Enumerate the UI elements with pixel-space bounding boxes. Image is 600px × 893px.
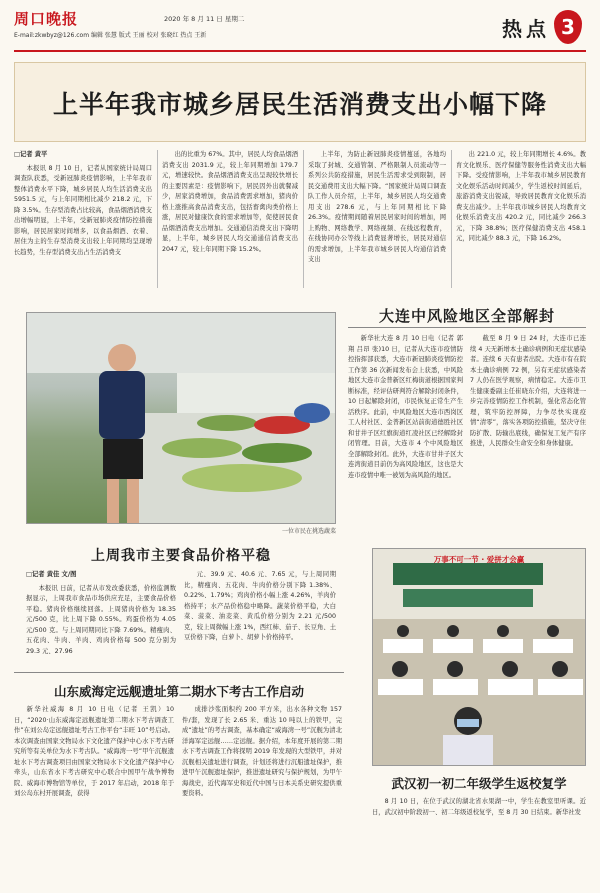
wuhan-headline: 武汉初一初二年级学生返校复学	[391, 776, 567, 791]
issue-date: 2020 年 8 月 11 日 星期二	[164, 15, 245, 23]
lead-text-3: 上半年，为防止新冠肺炎疫情蔓延，各地均采取了封城、交通管制、严格限制人员流动等一系列公共防疫措施，居民生活需求受到限制，居民交通费用支出大幅下降。“国家统计局周口调查队工作人员介绍，上半年，城乡居民人均交通费用支出 278.6 元，与上年同期相比下降 26.3%。疫情期间随着居民居家时间的增加，网上购物、网络教学、网络视频、在线远程教育，在线协同办公等线上消费显著增长，居民对通信的需求增加，上半年我市城乡居民人均通信消费支出	[308, 151, 446, 263]
shandong-col-1	[14, 705, 174, 883]
prices-col-1	[26, 570, 176, 662]
divider	[303, 150, 304, 288]
divider	[157, 150, 158, 288]
lead-text-4: 出 221.0 元，较上年同期增长 4.6%。教育文化娱乐、医疗保健等服务性消费支出大幅下降。受疫情影响，上半年我市城乡居民教育文化娱乐活动时间减少，学生返校时间延后，旅游消费支出锐减，导致居民教育文化娱乐消费支出减少。上半年我市城乡居民人均教育文化娱乐消费支出 420.2 元，同比减少 266.3 元，下降 38.8%；医疗保健消费支出 458.1 元，同比减少 88.3 元，下降 16.2%。	[456, 151, 586, 242]
classroom-photo	[372, 548, 586, 766]
divider	[348, 327, 586, 328]
lead-headline: 上半年我市城乡居民生活消费支出小幅下降	[52, 90, 547, 119]
lead-col-2	[162, 150, 298, 290]
lead-col-1	[14, 150, 152, 290]
shandong-col-2	[182, 705, 342, 883]
lead-byline: □记者 黄平	[14, 151, 48, 158]
dalian-text-2: 截至 8 月 9 日 24 时，大连市已连续 4 天无新增本土确诊病例和无症状感染者。连续 6 天有患者出院。大连市有在院本土确诊病例 72 例，另有无症状感染者 7 人仍在医学观察，病情稳定。大连市卫生健康委副主任崔晓东介绍，大连将进一步完善疫情防控工作机制，强化常态化管理，筑牢防控屏障，力争尽快实现疫情“清零”，落实各项防控措施，坚决守住防扩散、防输出底线，确保复工复产有序推进，人民群众生命安全和身体健康。	[470, 335, 586, 447]
market-scene	[27, 313, 336, 524]
divider	[451, 150, 452, 288]
dalian-col-2	[470, 334, 586, 536]
lead-text-1: 本报讯 8 月 10 日，记者从国家统计局周口调查队获悉，受新冠肺炎疫情影响，上半年我市整体消费水平下降，城乡居民人均生活消费支出 5951.5 元，与上年同期相比减少 218.2 元，下降 3.5%。生存型消费占比较高，食品烟酒消费支出增幅明显，上半年，受新冠肺炎疫情防控措施影响，居民居家时间增多，以食品烟酒、衣着、居住为主的生存型消费支出较上年同期均呈现增长趋势，生存型消费支出占生活消费支	[14, 164, 152, 256]
lead-text-2: 出的比重为 67%。其中，居民人均食品烟酒消费支出 2031.9 元，较上年同期增加 179.7 元，增速较快。食品烟酒消费支出呈现较快增长的主要因素是：疫情影响下，居民因外出就餐减少，居家消费增加，食品消费需求增加，猪肉价格上涨推高食品消费支出，包括畜禽肉类价格上涨，居民对健康饮食的需求增加等，促使居民食品烟酒消费支出增加。交通通信消费支出下降明显，上半年，城乡居民人均交通通信消费支出 2047 元，较上年同期下降 15.2%。	[162, 151, 298, 253]
vegetable-market-photo	[26, 312, 336, 524]
prices-headline: 上周我市主要食品价格平稳	[91, 548, 271, 564]
divider	[14, 672, 344, 673]
page-number: 3	[554, 10, 582, 44]
wuhan-text: 8 月 10 日，在位于武汉的湖北省水果湖一中，学生在教室里听课。近日，武汉初中阶段初一、初二年级返校复学，至 8 月 30 日结束。新华社发	[372, 798, 586, 816]
lead-headline-banner	[14, 62, 586, 142]
dalian-col-1	[348, 334, 463, 536]
shandong-text-1: 新华社威海 8 月 10 日电（记者 王凯）10 日，“2020·山东威海定远舰遗址第二期水下考古调查工作”在刘公岛定远舰遗址考古工作平台“丰旺 10”号启动。本次调查由国家文物局水下文化遗产保护中心水下考古研究所等有关单位为水下考古队。“威海湾一号”甲午沉舰遗址水下考古调查项目由国家文物局水下文化遗产保护中心牵头，山东省水下考古研究中心联合中国甲午战争博物院、威海市博物馆等单位，于 2017 年启动，2018 年于刘公岛东村开展调查，获得	[14, 706, 174, 797]
prices-byline: □记者 黄佳 文/图	[26, 571, 77, 578]
classroom-banner: 万事不可一节 · 爱拼才会赢	[433, 555, 525, 564]
editor-line: E-mail:zkwbyz@126.com 编辑 张慧 版式 王丽 校对 张晓红 热点 王新	[14, 32, 207, 39]
dalian-headline: 大连中风险地区全部解封	[378, 307, 555, 325]
section-title: 热点	[502, 17, 550, 41]
lead-col-3	[308, 150, 446, 290]
classroom-scene	[373, 549, 586, 766]
photo-caption: 一位市民在挑选蔬菜	[281, 528, 336, 535]
shandong-headline: 山东威海定远舰遗址第二期水下考古工作启动	[53, 684, 304, 699]
prices-text-1: 本报讯 日前，记者从市发改委获悉，价格监测数据显示，上周我市食品市场供应充足，主要食品价格平稳。猪肉价格继续回落。上周猪肉价格为 18.35 元/500 克，比上周下降 0.55%。鸡蛋价格为 4.05 元/500 克。与上周同期同比下降 7.69%。精瘦肉、五花肉、牛肉、羊肉、鸡肉价格每 500 克分别为 29.3 元、27.96	[26, 584, 176, 655]
prices-text-2: 元、39.9 元、40.6 元、7.65 元，与上周同期比，精瘦肉、五花肉、牛肉价格分别下降 1.38%、0.22%、1.79%；鸡肉价格小幅上涨 4.26%，羊肉价格持平；水产品价格稳中略降。蔬菜价格平稳，大白菜、菠菜、油麦菜、黄瓜价格分别为 2.21 元/500 克，较上周微幅上涨 1%，西红柿、茄子、长豆角、土豆价格下降，白萝卜、胡萝卜价格持平。	[184, 571, 336, 641]
masthead: 周口晚报	[14, 10, 79, 28]
shandong-text-2: 成排沙浆面积约 200 平方米，出水各种文物 157 件/套，发现了长 2.65 米、重达 10 吨以上的铁甲，完成“遗址”的考古调查，基本确定“威海湾一号”沉舰为清北洋海军定远舰……定远舰。据介绍，本年度开展的第二期水下考古调查工作将探明 2019 年发现的大型铁甲，并对沉舰相关遗址进行调查，计划还将进行沉船遗址保护，推进甲午沉舰遗址保护，推进遗址研究与保护规划，为甲午海战史，近代海军史和近代中国与日本关系史研究提供重要资料。	[182, 706, 342, 797]
prices-col-2	[184, 570, 336, 662]
lead-col-4	[456, 150, 586, 290]
wuhan-caption	[372, 797, 586, 837]
dalian-text-1: 新华社大连 8 月 10 日电（记者 郭翔 吕昂 张)10 日，记者从大连市疫情防控指挥部获悉，大连市新冠肺炎疫情防控工作第 36 次新闻发布会上获悉，中风险地区大连市金普新区红梅街道根据国家判断标准，经评估研判符合解除封闭条件，10 日起解除封闭，市民恢复正常生产生活秩序。此前，中风险地区大连市西岗区工人村社区、金普新区站前街道德胜社区和甘井子区红旗街道红凌社区已经解除封闭管理。目前，大连市 4 个中风险地区全部解除封闭。此外，大连市甘井子区大连湾街道目前仍为高风险地区，这也是大连市疫情中唯一被划为高风险的地区。	[348, 335, 463, 479]
page-header	[14, 8, 586, 52]
